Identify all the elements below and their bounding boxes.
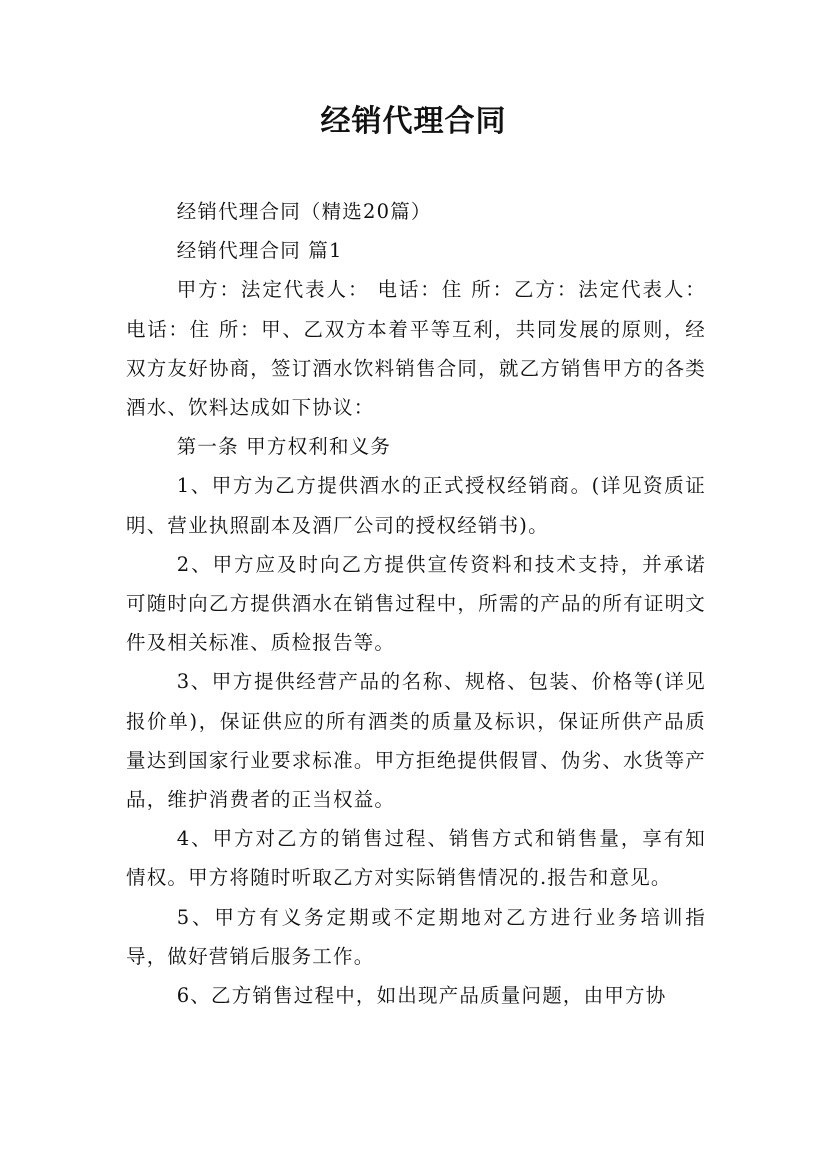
paragraph-clause-1: 1、甲方为乙方提供酒水的正式授权经销商。(详见资质证明、营业执照副本及酒厂公司的授权经销书)。	[126, 474, 706, 537]
document-title: 经销代理合同	[320, 104, 507, 139]
document-body	[126, 192, 706, 1015]
paragraph-article-heading: 第一条 甲方权利和义务	[176, 435, 392, 459]
paragraph-clause-4: 4、甲方对乙方的销售过程、销售方式和销售量，享有知情权。甲方将随时听取乙方对实际销售情况的.报告和意见。	[126, 827, 706, 890]
paragraph-subtitle: 经销代理合同（精选20篇）	[176, 200, 432, 223]
paragraph-clause-6: 6、乙方销售过程中，如出现产品质量问题，由甲方协	[176, 984, 667, 1008]
paragraph-clause-3: 3、甲方提供经营产品的名称、规格、包装、价格等(详见报价单)，保证供应的所有酒类的质量及标识，保证所供产品质量达到国家行业要求标准。甲方拒绝提供假冒、伪劣、水货等产品，维护消费者的正当权益。	[126, 670, 706, 812]
paragraph-clause-2: 2、甲方应及时向乙方提供宣传资料和技术支持，并承诺可随时向乙方提供酒水在销售过程中，所需的产品的所有证明文件及相关标准、质检报告等。	[126, 552, 706, 655]
paragraph-clause-5: 5、甲方有义务定期或不定期地对乙方进行业务培训指导，做好营销后服务工作。	[126, 905, 706, 968]
paragraph-parties: 甲方：法定代表人： 电话：住 所：乙方：法定代表人：电话：住 所：甲、乙双方本着平等互利，共同发展的原则，经双方友好协商，签订酒水饮料销售合同，就乙方销售甲方的各类酒水、饮料达成如下协议：	[126, 278, 706, 420]
paragraph-section-heading: 经销代理合同 篇1	[176, 239, 343, 263]
